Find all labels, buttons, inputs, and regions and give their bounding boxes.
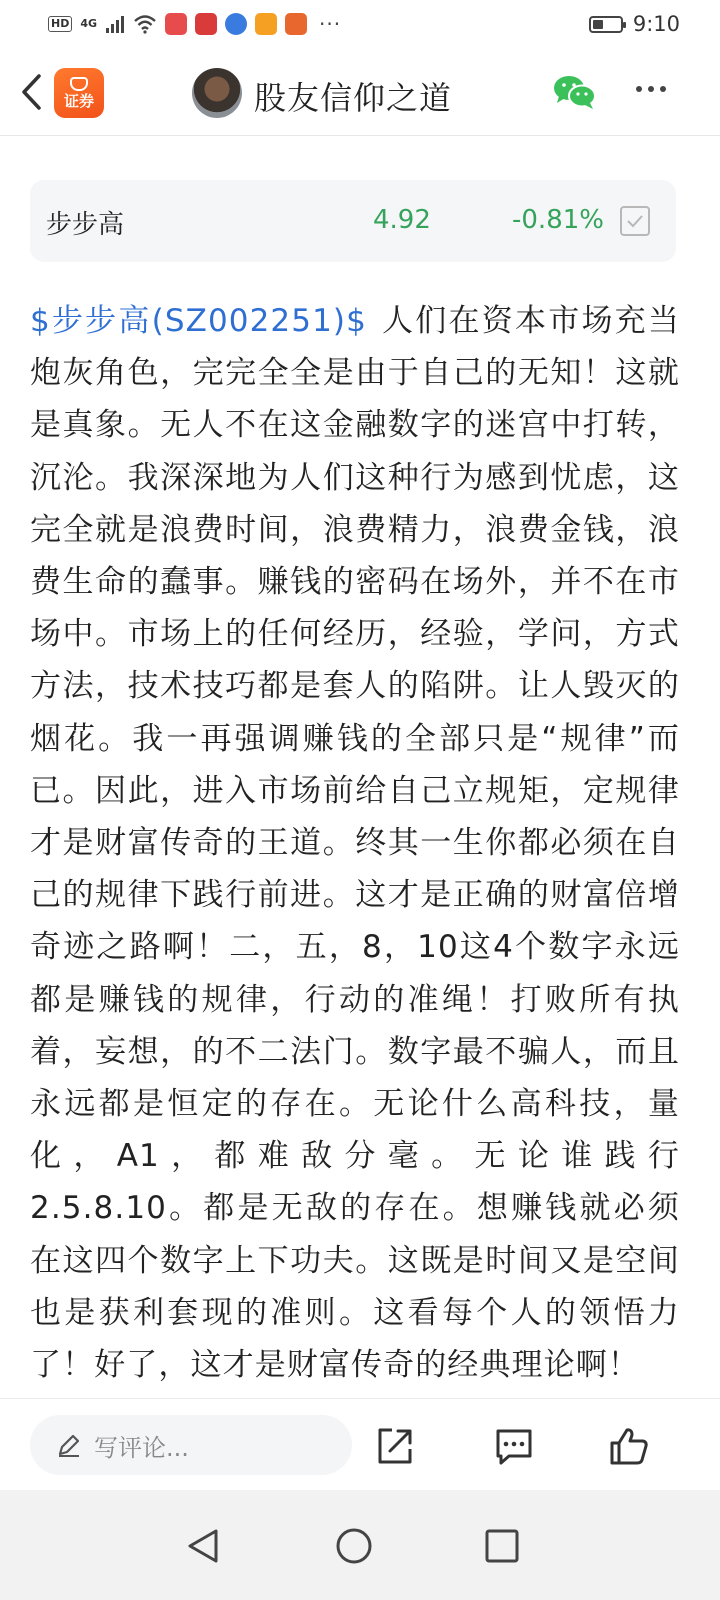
system-nav-bar: [0, 1490, 720, 1600]
dot-icon: [636, 86, 642, 92]
post-body-text: 人们在资本市场充当炮灰角色，完完全全是由于自己的无知！这就是真象。无人不在这金融数字的迷宫中打转，沉沦。我深深地为人们这种行为感到忧虑，这完全就是浪费时间，浪费精力，浪费金钱，浪费生命的蠢事。赚钱的密码在场外，并不在市场中。市场上的任何经历，经验，学问，方式方法，技术技巧都是套人的陷阱。让人毁灭的烟花。我一再强调赚钱的全部只是“规律”而已。因此，进入市场前给自己立规矩，定规律才是财富传奇的王道。终其一生你都必须在自己的规律下践行前进。这才是正确的财富倍增奇迹之路啊！二，五，8，10这4个数字永远都是赚钱的规律，行动的准绳！打败所有执着，妄想，的不二法门。数字最不骗人，而且永远都是恒定的存在。无论什么高科技，量化，A1，都难敌分毫。无论谁践行2.5.8.10。都是无敌的存在。想赚钱就必须在这四个数字上下功夫。这既是时间又是空间也是获利套现的准则。这看每个人的领悟力了！好了，这才是财富传奇的经典理论啊！: [30, 303, 680, 1384]
clock: 9:10: [632, 12, 680, 36]
chevron-left-icon: [19, 73, 43, 111]
news-app-icon: [165, 13, 187, 35]
author-name[interactable]: 股友信仰之道: [254, 79, 453, 117]
check-icon: [622, 208, 648, 234]
nav-home-icon[interactable]: [334, 1526, 374, 1566]
like-icon[interactable]: [608, 1425, 650, 1467]
comment-input[interactable]: [30, 1415, 352, 1475]
status-bar: [0, 0, 720, 48]
dot-icon: [660, 86, 666, 92]
more-notifications-icon: ···: [319, 12, 342, 36]
stock-quote-card[interactable]: [30, 180, 676, 262]
nav-recents-icon[interactable]: [482, 1526, 522, 1566]
stock-price: 4.92: [373, 205, 431, 235]
author-avatar[interactable]: [192, 68, 242, 118]
wechat-share-button[interactable]: [553, 74, 597, 110]
app-logo-label: 证券: [63, 92, 94, 110]
post-content: [30, 295, 680, 1391]
nav-back-icon[interactable]: [184, 1526, 224, 1566]
more-options-button[interactable]: [636, 86, 666, 92]
battery-level: [593, 20, 603, 29]
reader-app-icon: [195, 13, 217, 35]
dot-icon: [648, 86, 654, 92]
action-bar: [0, 1398, 720, 1490]
status-bar-right: [589, 12, 680, 36]
pencil-icon: [56, 1432, 82, 1458]
app-logo[interactable]: [54, 68, 104, 118]
signal-icon: [105, 15, 125, 33]
browser-app-icon: [225, 13, 247, 35]
comment-placeholder: 写评论...: [94, 1433, 189, 1462]
battery-icon: [589, 16, 623, 33]
comment-icon[interactable]: [493, 1425, 535, 1467]
status-bar-left: [48, 12, 341, 36]
share-icon[interactable]: [374, 1425, 416, 1467]
hd-indicator: HD: [48, 16, 72, 32]
video-app-icon: [255, 13, 277, 35]
stock-name: 步步高: [46, 210, 125, 240]
store-app-icon: [285, 13, 307, 35]
stock-tag-link[interactable]: $步步高(SZ002251)$: [30, 303, 367, 339]
network-type: 4G: [80, 17, 98, 30]
app-header: [0, 48, 720, 136]
stock-change-percent: -0.81%: [512, 205, 604, 235]
back-button[interactable]: [16, 72, 46, 112]
logo-emblem-icon: [70, 77, 88, 91]
wifi-icon: [133, 14, 157, 34]
add-watchlist-checkbox[interactable]: [620, 206, 650, 236]
wechat-icon: [553, 74, 597, 110]
